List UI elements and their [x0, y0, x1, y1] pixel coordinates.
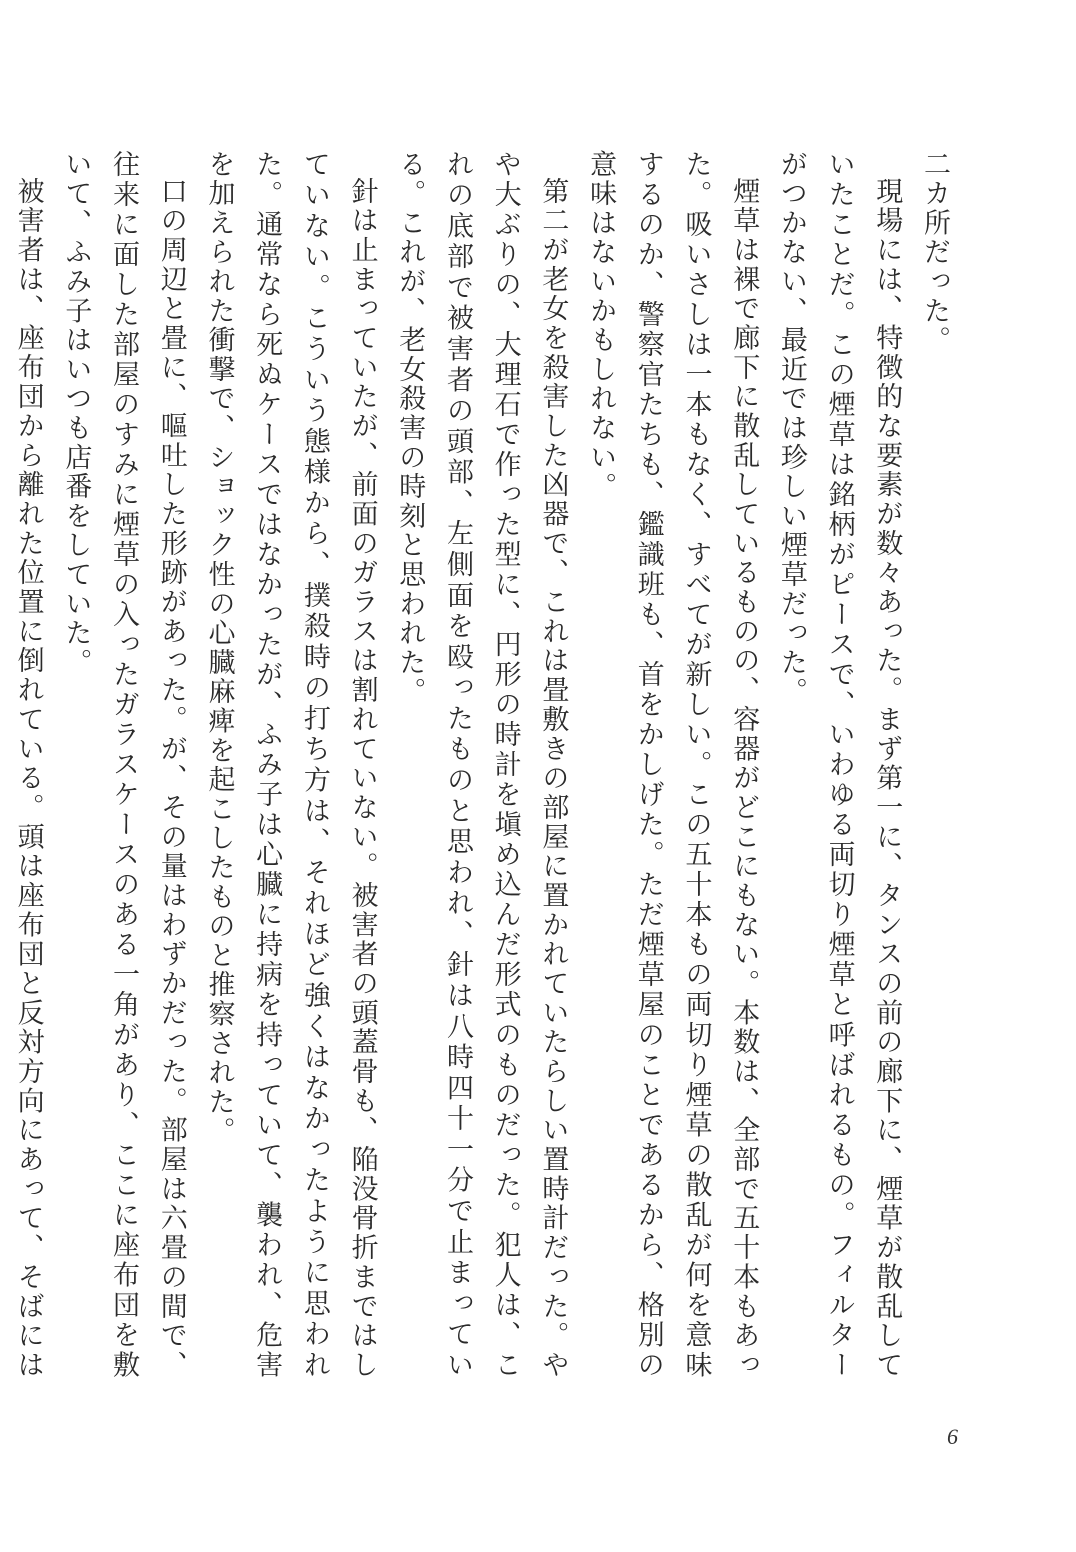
paragraph-7: 被害者は、座布団から離れた位置に倒れている。頭は座布団と反対方向にあって、そばには — [12, 177, 44, 1380]
paragraph-4: 第二が老女を殺害した凶器で、これは畳敷きの部屋に置かれていたらしい置時計だった。やや大ぶりの、大理石で作った型に、円形の時計を塡め込んだ形式のものだった。犯人は、これの底部で被害者の頭部、左側面を殴ったものと思われ、針は八時四十一分で止まっている。これが、老女殺害の時刻と思われた。 — [394, 150, 569, 1380]
paragraph-3: 煙草は裸で廊下に散乱しているものの、容器がどこにもない。本数は、全部で五十本もあった。吸いさしは一本もなく、すべてが新しい。この五十本もの両切り煙草の散乱が何を意味するのか、警察官たちも、鑑識班も、首をかしげた。ただ煙草屋のことであるから、格別の意味はないかもしれない。 — [585, 150, 760, 1380]
paragraph-5: 針は止まっていたが、前面のガラスは割れていない。被害者の頭蓋骨も、陥没骨折まではしていない。こういう態様から、撲殺時の打ち方は、それほど強くはなかったように思われた。通常なら死ぬケースではなかったが、ふみ子は心臓に持病を持っていて、襲われ、危害を加えられた衝撃で、ショック性の心臓麻痺を起こしたものと推察された。 — [203, 150, 378, 1380]
paragraph-1: 二カ所だった。 — [919, 150, 950, 356]
paragraph-2: 現場には、特徴的な要素が数々あった。まず第一に、タンスの前の廊下に、煙草が散乱していたことだ。この煙草は銘柄がピースで、いわゆる両切り煙草と呼ばれるもの。フィルターがつかない、最近では珍しい煙草だった。 — [775, 150, 903, 1380]
page-number: 6 — [947, 1424, 958, 1449]
vertical-text-body — [12, 150, 958, 1380]
paragraph-6: 口の周辺と畳に、嘔吐した形跡があった。が、その量はわずかだった。部屋は六畳の間で、往来に面した部屋のすみに煙草の入ったガラスケースのある一角があり、ここに座布団を敷いて、ふみ子はいつも店番をしていた。 — [60, 150, 187, 1380]
